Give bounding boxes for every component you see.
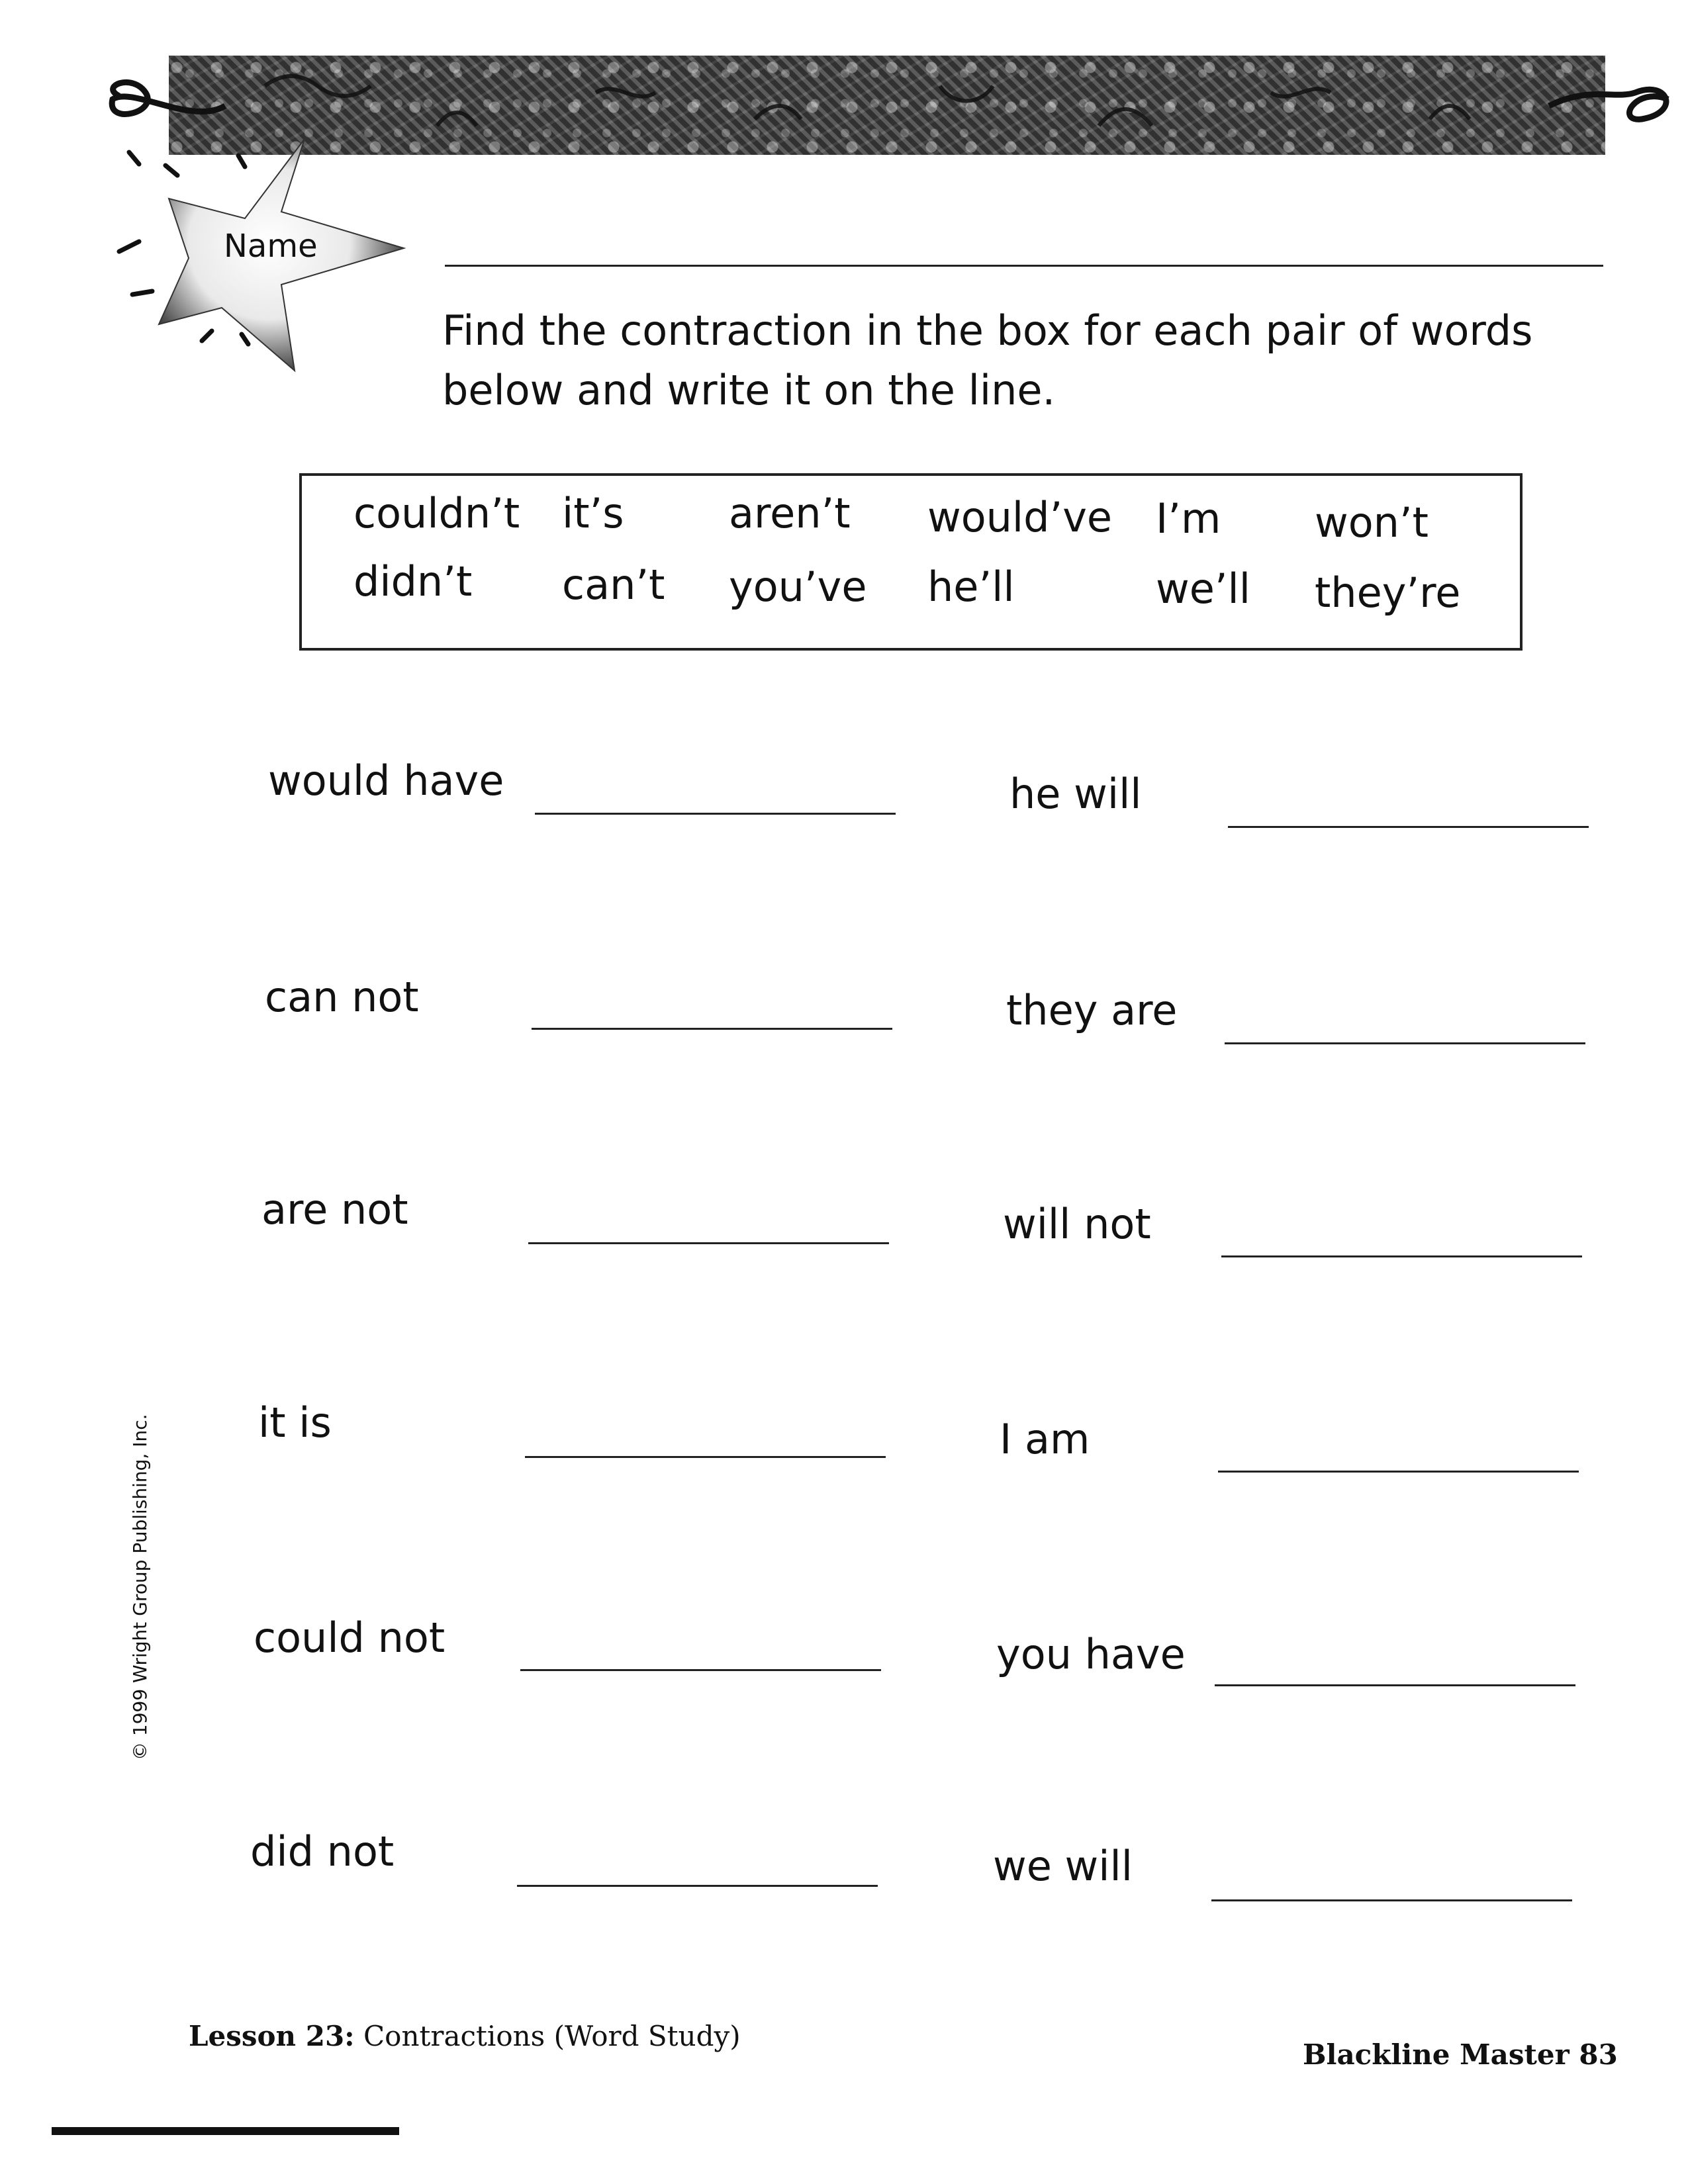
exercise-prompt: will not [1003,1200,1151,1248]
word-box-item: they’re [1315,569,1461,617]
word-box-item: couldn’t [353,489,520,537]
word-box-item: I’m [1156,494,1221,543]
word-box-item: aren’t [729,489,851,537]
lesson-title: Contractions (Word Study) [363,2020,741,2052]
answer-line[interactable] [535,813,896,815]
answer-line[interactable] [517,1885,878,1887]
exercise-prompt: it is [258,1398,332,1447]
copyright-notice: © 1999 Wright Group Publishing, Inc. [129,1414,151,1760]
answer-line[interactable] [1215,1684,1575,1686]
exercise-prompt: are not [261,1185,408,1234]
name-input-line[interactable] [445,265,1603,267]
answer-line[interactable] [525,1456,886,1458]
answer-line[interactable] [520,1669,881,1671]
word-box-item: it’s [562,489,624,537]
word-box [299,473,1523,651]
answer-line[interactable] [1211,1899,1572,1901]
word-box-item: didn’t [353,557,473,606]
exercise-prompt: I am [1000,1415,1090,1463]
lesson-footer [189,2020,741,2052]
word-box-item: can’t [562,561,665,609]
word-box-item: you’ve [729,563,867,611]
word-box-item: we’ll [1156,565,1251,613]
exercise-prompt: we will [993,1842,1133,1890]
blackline-master-label: Blackline Master 83 [1303,2038,1618,2071]
answer-line[interactable] [1225,1042,1585,1044]
answer-line[interactable] [1218,1471,1579,1473]
word-box-item: would’ve [927,493,1113,541]
answer-line[interactable] [528,1242,889,1244]
exercise-prompt: can not [265,973,419,1021]
answer-line[interactable] [532,1028,892,1030]
word-box-item: he’ll [927,563,1015,611]
word-box-item: won’t [1315,498,1429,547]
answer-line[interactable] [1228,826,1589,828]
bottom-edge-bar [52,2127,399,2135]
exercise-prompt: could not [254,1614,445,1662]
exercise-prompt: did not [250,1827,395,1876]
exercise-prompt: he will [1009,770,1142,818]
lesson-number: Lesson 23: [189,2020,355,2052]
exercise-prompt: you have [996,1630,1186,1678]
instructions-text: Find the contraction in the box for each pair of words below and write it on the line. [442,306,1533,414]
name-label: Name [224,228,318,265]
exercise-prompt: would have [268,756,504,805]
answer-line[interactable] [1221,1255,1582,1257]
exercise-prompt: they are [1006,986,1178,1034]
